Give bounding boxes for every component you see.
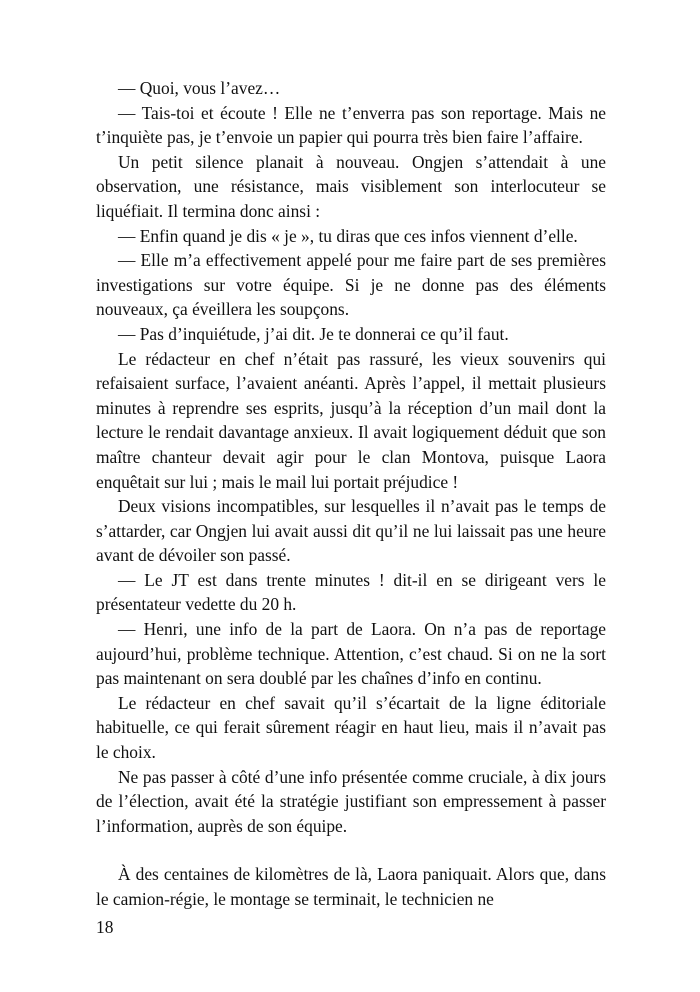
paragraph: À des centaines de kilomètres de là, Laora paniquait. Alors que, dans le camion-régie, le montage se terminait, le technicien ne xyxy=(96,864,606,909)
paragraph: Le rédacteur en chef n’était pas rassuré, les vieux souvenirs qui refaisaient surface, l’avaient anéanti. Après l’appel, il mettait plusieurs minutes à reprendre ses esprits, jusqu’à la réception d’un mail dont la lecture le rendait davantage anxieux. Il avait logiquement déduit que son maître chanteur devait agir pour le clan Montova, puisque Laora enquêtait sur lui ; mais le mail lui portait préjudice ! xyxy=(96,348,606,492)
paragraph: Le rédacteur en chef savait qu’il s’écartait de la ligne éditoriale habituelle, ce qui ferait sûrement réagir en haut lieu, mais il n’avait pas le choix. xyxy=(96,692,606,763)
paragraph: — Quoi, vous l’avez… xyxy=(118,78,281,98)
paragraph: — Henri, une info de la part de Laora. On n’a pas de reportage aujourd’hui, problème technique. Attention, c’est chaud. Si on ne la sort pas maintenant on sera doublé par les chaînes d’info en continu. xyxy=(96,619,606,689)
paragraph: — Elle m’a effectivement appelé pour me faire part de ses premières investigations sur votre équipe. Si je ne donne pas des éléments nouveaux, ça éveillera les soupçons. xyxy=(96,250,606,320)
paragraph: Un petit silence planait à nouveau. Ongjen s’attendait à une observation, une résistance, mais visiblement son interlocuteur se liquéfiait. Il termina donc ainsi : xyxy=(96,151,606,221)
paragraph: — Enfin quand je dis « je », tu diras que ces infos viennent d’elle. xyxy=(118,225,578,246)
page-number: 18 xyxy=(96,917,114,937)
paragraph: — Le JT est dans trente minutes ! dit-il en se dirigeant vers le présentateur vedette du 20 h. xyxy=(96,569,606,615)
paragraph: — Pas d’inquiétude, j’ai dit. Je te donnerai ce qu’il faut. xyxy=(118,323,509,344)
paragraph: — Tais-toi et écoute ! Elle ne t’enverra pas son reportage. Mais ne t’inquiète pas, je t’envoie un papier qui pourra très bien faire l’affaire. xyxy=(96,102,606,148)
body-text xyxy=(96,76,606,912)
paragraph: Ne pas passer à côté d’une info présentée comme cruciale, à dix jours de l’élection, avait été la stratégie justifiant son empressement à passer l’information, auprès de son équipe. xyxy=(96,766,606,836)
paragraph: Deux visions incompatibles, sur lesquelles il n’avait pas le temps de s’attarder, car Ongjen lui avait aussi dit qu’il ne lui laissait pas une heure avant de dévoiler son passé. xyxy=(96,496,606,566)
